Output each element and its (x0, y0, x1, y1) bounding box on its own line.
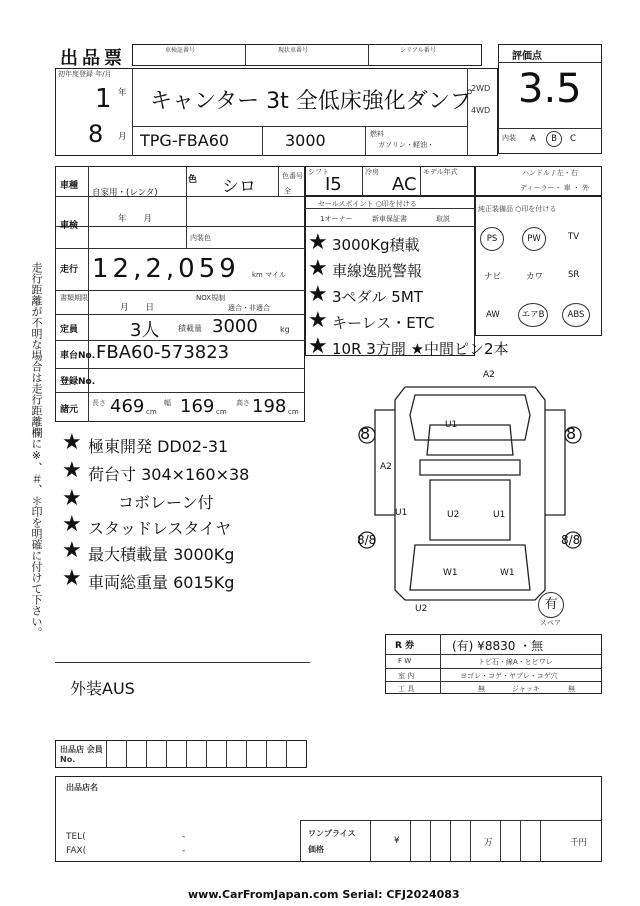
sales-item-1: 3000Kg積載 (332, 236, 420, 254)
mileage-value: 12,2,059 (92, 254, 240, 284)
first-reg-month: 8 (88, 120, 104, 148)
sales-star-icon: ★ (308, 308, 328, 333)
interior-grade-c: C (570, 134, 576, 144)
dealer-label: ディーラー・ 車 ・ 外 (520, 184, 590, 192)
note-4: スタッドレスタイヤ (88, 519, 232, 538)
shop-label: 出品店名 (66, 783, 98, 792)
diagram-mark: 8/8 (357, 533, 377, 547)
capacity-value: 3000 (212, 316, 258, 337)
equipment-ps: PS (480, 227, 504, 251)
full-label: 全 (284, 187, 291, 195)
height-unit: cm (288, 408, 299, 416)
equipment-airbag: エアB (518, 303, 548, 327)
first-reg-year-unit: 年 (118, 88, 127, 98)
note-6: 車両総重量 6015Kg (88, 573, 235, 592)
vehicle-displacement: 3000 (285, 131, 326, 150)
note-2: 荷台寸 304×160×38 (88, 465, 250, 484)
interior-label: 内装 (502, 134, 516, 142)
sales-check-manual: 取説 (436, 215, 450, 223)
tools-option-3: 無 (568, 685, 575, 693)
fw-options: トビ石・線A・ヒビワレ (478, 658, 553, 666)
diagram-mark: W1 (443, 568, 458, 578)
fuel-options: ガソリン・軽油・ (378, 141, 434, 149)
member-label: 出品店 会員No. (60, 745, 103, 764)
mileage-label: 走行 (60, 265, 79, 275)
fuel-label: 燃料 (370, 130, 384, 138)
document-label: 書類期限 (60, 294, 88, 302)
drive-2wd: 2WD (471, 84, 491, 93)
equipment-navi: ナビ (484, 272, 502, 282)
length-value: 469 (110, 396, 145, 417)
r-label: R 券 (395, 641, 415, 651)
first-reg-year: 1 (95, 84, 112, 114)
side-note: 走行距離が不明な場合は走行距離欄に※、＃、＊印を明確に付けて下さい。 (30, 262, 43, 638)
color-no-label: 色番号 (282, 172, 303, 180)
tools-option-2: ジャッキ (512, 685, 540, 693)
fw-label: F W (398, 657, 412, 665)
equipment-leather: カワ (526, 272, 544, 282)
model-year-label: モデル年式 (423, 168, 458, 176)
vehicle-name: キャンター 3t 全低床強化ダンプ (150, 89, 472, 114)
nox-options: 適合・非適合 (228, 304, 270, 312)
sales-item-2: 車線逸脱警報 (332, 262, 423, 280)
sales-item-4: キーレス・ETC (332, 314, 435, 332)
note-star-icon: ★ (62, 430, 82, 455)
color-label: 色 (188, 175, 198, 185)
seats-label: 定員 (60, 325, 79, 335)
length-unit: cm (146, 408, 157, 416)
capacity-label: 積載量 (178, 324, 202, 333)
first-reg-month-unit: 月 (118, 132, 127, 142)
mileage-unit: km マイル (252, 271, 286, 279)
first-reg-label: 初年度登録 年/月 (58, 70, 112, 78)
truck-diagram (345, 365, 595, 615)
inspection-label: 車検 (60, 221, 79, 231)
note-star-icon: ★ (62, 538, 82, 563)
sales-star-icon: ★ (308, 334, 328, 359)
price-man: 万 (484, 838, 493, 848)
height-value: 198 (252, 396, 287, 417)
diagram-mark: W1 (500, 568, 515, 578)
document-md: 月 日 (120, 303, 155, 313)
diagram-mark: U1 (395, 508, 408, 518)
spare-caption: スペア (540, 619, 561, 627)
dims-label: 諸元 (60, 405, 79, 415)
tools-label: 工 具 (398, 685, 415, 693)
note-5: 最大積載量 3000Kg (88, 545, 235, 564)
diagram-mark: A2 (483, 370, 495, 380)
header-field-2: 現状車番号 (278, 47, 309, 54)
note-1: 極東開発 DD02-31 (88, 437, 229, 456)
equipment-abs: ABS (562, 303, 590, 327)
handle-label: ハンドル / 左・右 (522, 169, 578, 177)
watermark: www.CarFromJapan.com Serial: CFJ2024083 (188, 888, 460, 901)
diagram-mark: U2 (415, 604, 428, 614)
sales-star-icon: ★ (308, 230, 328, 255)
interior-color-label: 内装色 (190, 234, 211, 242)
ac-value: AC (392, 174, 417, 195)
diagram-mark: A2 (380, 462, 392, 472)
drive-4wd: 4WD (471, 106, 491, 115)
equipment-sr: SR (568, 270, 580, 280)
width-value: 169 (180, 396, 215, 417)
category-options: 自家用・(レンタ) (92, 188, 158, 198)
nox-label: NOX規制 (196, 294, 226, 302)
r-options: (有) ¥8830 ・無 (452, 639, 544, 653)
equipment-tv: TV (568, 232, 580, 242)
price-sen: 千円 (570, 838, 588, 848)
vehicle-model: TPG-FBA60 (140, 131, 230, 150)
tools-option-1: 無 (478, 685, 485, 693)
note-star-icon: ★ (62, 512, 82, 537)
diagram-mark: U2 (447, 510, 460, 520)
capacity-unit: kg (280, 325, 290, 334)
equipment-aw: AW (486, 310, 500, 320)
color-value: シロ (222, 177, 256, 197)
note-star-icon: ★ (62, 486, 82, 511)
sales-check-warranty: 新車保証書 (372, 215, 407, 223)
reg-no-label: 登録No. (60, 377, 96, 387)
sales-points-header: セールスポイント ○印を付ける (318, 200, 417, 208)
price-yen: ¥ (394, 836, 400, 846)
tel-label: TEL( (66, 832, 86, 842)
header-field-1: 車検証番号 (165, 47, 196, 54)
chassis-value: FBA60-573823 (96, 342, 230, 363)
sales-star-icon: ★ (308, 256, 328, 281)
sales-item-5: 10R 3方開 ★中間ピン2本 (332, 340, 509, 358)
interior-cond-options: ヨゴレ・コゲ・ヤブレ・コゲ穴 (460, 672, 558, 680)
category-label: 車種 (60, 181, 79, 191)
chassis-label: 車台No. (60, 351, 96, 361)
header-field-3: シリアル番号 (400, 47, 436, 54)
sales-check-owner: 1オーナー (320, 215, 353, 223)
price-label: ワンプライス 価格 (308, 829, 356, 854)
sales-star-icon: ★ (308, 282, 328, 307)
length-label: 長さ (92, 399, 106, 407)
diagram-mark: U1 (493, 510, 506, 520)
equipment-header: 純正装備品 ○印を付ける (478, 205, 557, 213)
diagram-mark: 8 (360, 424, 371, 443)
shift-label: シフト (308, 168, 329, 176)
note-star-icon: ★ (62, 458, 82, 483)
sales-item-3: 3ペダル 5MT (332, 288, 423, 306)
shift-value: I5 (325, 174, 342, 195)
diagram-mark: U1 (445, 420, 458, 430)
rating-label: 評価点 (512, 51, 542, 62)
width-label: 幅 (164, 399, 171, 407)
spare-indicator: 有 (538, 592, 564, 618)
width-unit: cm (216, 408, 227, 416)
fax-label: FAX( (66, 846, 87, 856)
interior-grade-a: A (530, 134, 536, 144)
note-star-icon: ★ (62, 566, 82, 591)
rating-value: 3.5 (518, 66, 582, 112)
equipment-pw: PW (522, 227, 546, 251)
extra-note: 外装AUS (70, 679, 135, 698)
height-label: 高さ (236, 399, 250, 407)
diagram-mark: 8/8 (561, 533, 581, 547)
inspection-ym: 年 月 (118, 214, 153, 224)
form-title: 出品票 (60, 48, 126, 69)
ac-label: 冷房 (365, 168, 379, 176)
diagram-mark: 8 (566, 424, 577, 443)
seats-value: 3人 (130, 320, 160, 341)
interior-cond-label: 室 内 (398, 672, 415, 680)
interior-grade-b: B (546, 131, 562, 147)
note-3: コボレーン付 (118, 493, 214, 512)
